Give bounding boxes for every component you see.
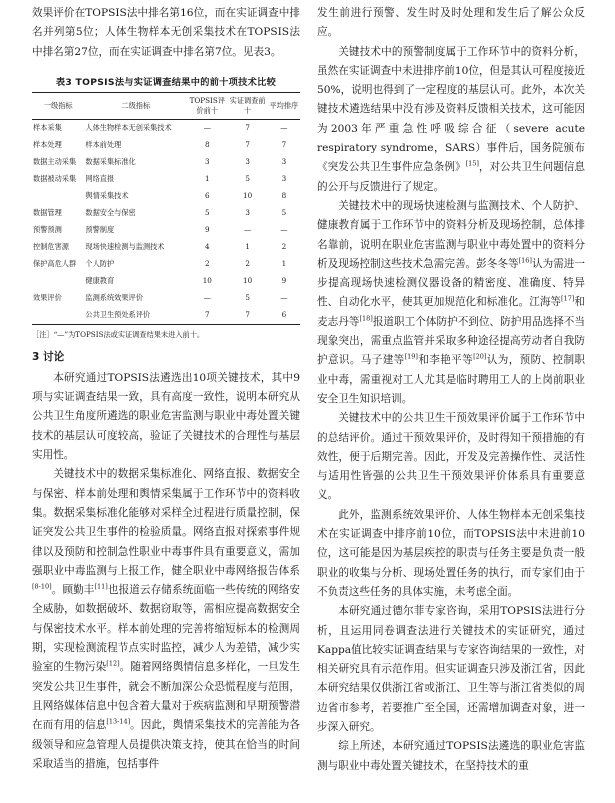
- table-row: [32, 307, 300, 325]
- cell-survey: 10: [243, 190, 253, 200]
- table-body: [32, 119, 300, 324]
- header-average: 平均排序: [268, 92, 300, 119]
- cell-level2: 数据安全与保密: [85, 207, 136, 217]
- cell-topsis: 7: [187, 307, 227, 325]
- cell-topsis: 3: [205, 156, 210, 166]
- cell-average: 5: [281, 207, 287, 217]
- table-row: [32, 154, 300, 171]
- cell-level2: 个人防护: [85, 258, 115, 268]
- header-level1: 一级指标: [32, 92, 84, 119]
- text-span: 也报道云存储系统面临一些传统的网络安全威胁，如数据破坏、数据窃取等，需相应提高数据安全与保密技术水平。样本前处理的完善将缩短标本的检测周期，实现检测流程节点实时监控，减少人为差错，减少实验室的生物污染: [32, 584, 301, 674]
- text-span: 认为，预防、控制职业中毒，需重视对工人尤其是临时聘用工人的上岗前职业安全卫生知识培训。: [317, 354, 586, 405]
- table-title: 表3 TOPSIS法与实证调查结果中的前十项技术比较: [55, 76, 277, 88]
- cell-average: —: [280, 122, 288, 132]
- table-row: [32, 119, 300, 137]
- cell-level1: 样本处理: [33, 139, 62, 149]
- citation: [20]: [473, 352, 487, 361]
- citation: [13-14]: [106, 717, 131, 726]
- text-span: 关键技术中的现场快速检测与监测技术、个人防护、健康教育属于工作环节中的资料分析及现场控制，总体排名靠前，说明在职业危害监测与职业中毒处置中的资料分析及现场控制这些技术急需完善。彭冬冬等: [317, 199, 585, 270]
- cell-survey: 3: [245, 207, 250, 217]
- table-row: [32, 171, 300, 188]
- text-span: 关键技术中的数据采集标准化、网络直报、数据安全与保密、样本前处理和舆情采集属于工作环节中的资料收集。数据采集标准化能够对采样全过程进行质量控制，保证突发公共卫生事件的检验质量。网络直报对探索事件规律以及预防和控制急性职业中毒事件具有重要意义，需加强职业中毒监测与上报工作，健全职业中毒网络报告体系: [32, 468, 300, 577]
- text-span: 认为需进一步提高现场快速检测仪器设备的精密度、准确度、特异性、自动化水平，使其更加规范化和标准化。江海等: [317, 257, 586, 309]
- cell-survey: 10: [243, 275, 253, 285]
- text-span: ，对公共卫生问题信息的公开与反馈进行了规定。: [317, 161, 586, 193]
- text-span: 。随着网络舆情信息多样化，一旦发生突发公共卫生事件，就会不断加深公众恐慌程度与范围，且网络媒体信息中包含着大量对于疾病监测和早期预警潜在而有用的信息: [32, 661, 301, 732]
- body-paragraph: 本研究通过TOPSIS法遴选出10项关键技术，其中9项与实证调查结果一致，具有高度一致性，说明本研究从公共卫生角度所遴选的职业危害监测与职业中毒处置关键技术的基层认可度较高，验证了关键技术的合理性与基层实用性。: [32, 371, 300, 462]
- cell-topsis: —: [203, 292, 211, 302]
- body-paragraph: 综上所述，本研究通过TOPSIS法遴选的职业危害监测与职业中毒处置关键技术，在坚持技术的重: [317, 740, 585, 772]
- cell-level2: 数据采集标准化: [85, 156, 136, 166]
- table-row: [32, 222, 300, 239]
- cell-survey: —: [244, 224, 252, 234]
- cell-survey: 1: [245, 241, 250, 251]
- cell-level1: 数据主动采集: [33, 156, 77, 166]
- cell-level2: 公共卫生预处系评价: [84, 307, 187, 325]
- cell-level2: 现场快速检测与监测技术: [85, 241, 165, 251]
- citation: [11]: [94, 582, 108, 591]
- text-span: 和麦志丹等: [317, 296, 586, 328]
- comparison-table: [32, 92, 300, 325]
- text-span: 报道职工个体防护不到位、防护用品选择不当现象突出，需重点监管并采取多种途径提高劳动者自我防护意识。马子建等: [317, 315, 586, 367]
- table-header-row: [32, 92, 300, 119]
- citation: [19]: [404, 352, 418, 361]
- cell-average: 6: [268, 307, 300, 325]
- cell-level1: [32, 188, 84, 205]
- cell-topsis: 4: [205, 241, 210, 251]
- cell-level2: 健康教育: [85, 275, 115, 285]
- table-row: [32, 137, 300, 154]
- cell-topsis: 10: [202, 275, 212, 285]
- table-row: [32, 205, 300, 222]
- cell-level2: 预警制度: [85, 224, 115, 234]
- body-paragraph: [32, 465, 300, 774]
- cell-level1: 样本采集: [33, 122, 62, 132]
- cell-level1: 数据被动采集: [33, 173, 77, 183]
- body-paragraph: 本研究通过德尔菲专家咨询，采用TOPSIS法进行分析，且运用同卷调查法进行关键技术的实证研究，通过Kappa值比较实证调查结果与专家咨询结果的一致性，对相关研究具有示范作用。但实证调查只涉及浙江省，因此本研究结果仅供浙江省或浙江、卫生等与浙江省类似的周边省市参考，若要推广至全国，还需增加调查对象，进一步深入研究。: [317, 605, 585, 733]
- cell-level2: 监测系统效果评价: [85, 292, 143, 302]
- cell-topsis: 8: [205, 139, 210, 149]
- cell-level2: 样本前处理: [85, 139, 122, 149]
- cell-average: 3: [281, 156, 287, 166]
- citation: [12]: [106, 659, 120, 668]
- citation: [16]: [518, 256, 532, 265]
- cell-average: 1: [281, 258, 287, 268]
- left-column: [32, 4, 300, 774]
- cell-average: 7: [281, 139, 287, 149]
- cell-level1: 数据管理: [33, 207, 62, 217]
- citation: [17]: [561, 294, 575, 303]
- table-note: ［注］“—”为TOPSIS法或实证调查结果未进入前十。: [32, 329, 205, 339]
- cell-level1: 预警预测: [33, 224, 62, 234]
- cell-average: 8: [281, 190, 287, 200]
- table-row: [32, 273, 300, 290]
- table-row: [32, 239, 300, 256]
- cell-level1: 效果评价: [33, 292, 62, 302]
- body-paragraph: 发生前进行预警、发生时及时处理和发生后了解公众反应。: [317, 7, 585, 39]
- text-span: 和李艳平等: [417, 354, 474, 367]
- cell-level2: 网络直报: [85, 173, 115, 183]
- table-row: [32, 256, 300, 273]
- body-paragraph: [317, 197, 585, 409]
- header-topsis: TOPSIS评价前十: [187, 92, 227, 119]
- body-paragraph: [317, 43, 585, 197]
- cell-survey: 7: [227, 307, 267, 325]
- cell-average: 9: [281, 275, 287, 285]
- cell-level1: [32, 273, 84, 290]
- cell-topsis: 9: [205, 224, 210, 234]
- cell-topsis: 5: [205, 207, 210, 217]
- cell-level1: 保护高危人群: [33, 258, 77, 268]
- text-span: 。因此，舆情采集技术的完善能为各级领导和应急管理人员提供决策支持，使其在恰当的时间采取适当的措施，包括事件: [32, 719, 301, 770]
- cell-topsis: 1: [205, 173, 210, 183]
- right-column: [317, 4, 585, 776]
- text-span: 关键技术中的预警制度属于工作环节中的资料分析，虽然在实证调查中未进排序前10位，但是其认可程度接近50%，说明也得到了一定程度的基层认可。此外，本次关键技术遴选结果中没有涉及资料反馈相关技术，这可能因为2003年严重急性呼吸综合征（severe acute respiratory syndrome，SARS）事件后，国务院颁布《突发公共卫生事件应急条例》: [317, 45, 585, 174]
- header-level2: 二级指标: [84, 92, 187, 119]
- cell-average: 2: [281, 241, 287, 251]
- table-row: [32, 188, 300, 205]
- section-heading: 3 讨论: [32, 350, 65, 363]
- citation: [18]: [359, 314, 373, 323]
- cell-survey: 2: [245, 258, 250, 268]
- cell-average: —: [280, 224, 288, 234]
- cell-survey: 7: [245, 139, 250, 149]
- cell-level1: 控制危害源: [33, 241, 69, 251]
- cell-survey: 5: [245, 292, 250, 302]
- cell-topsis: —: [203, 122, 211, 132]
- cell-topsis: 2: [205, 258, 210, 268]
- text-span: 。顾勤丰: [51, 584, 95, 597]
- cell-level2: 舆情采集技术: [85, 190, 129, 200]
- cell-survey: 7: [245, 122, 250, 132]
- citation: [15]: [465, 159, 479, 168]
- cell-survey: 5: [245, 173, 250, 183]
- cell-level2: 人体生物样本无创采集技术: [85, 122, 172, 132]
- citation: [8-10]: [32, 582, 52, 591]
- body-paragraph: 关键技术中的公共卫生干预效果评价属于工作环节中的总结评价。通过干预效果评价，及时得知干预措施的有效性，便于后期完善。因此，开发及完善操作性、灵活性与适用性皆强的公共卫生干预效果评价体系具有重要意义。: [317, 412, 585, 502]
- cell-topsis: 6: [205, 190, 210, 200]
- cell-level1: [32, 307, 84, 325]
- table-row: [32, 290, 300, 307]
- header-survey: 实证调查前十: [227, 92, 267, 119]
- cell-average: —: [280, 292, 288, 302]
- cell-average: 3: [281, 173, 287, 183]
- intro-paragraph: 效果评价在TOPSIS法中排名第16位，而在实证调查中排名并列第5位；人体生物样本无创采集技术在TOPSIS法中排名第27位，而在实证调查中排名第7位。见表3。: [32, 7, 300, 58]
- cell-survey: 3: [245, 156, 250, 166]
- body-paragraph: 此外，监测系统效果评价、人体生物样本无创采集技术在实证调查中排序前10位，而TOPSIS法中未进前10位，这可能是因为基层疾控的职责与任务主要是负责一般职业的收集与分析、现场处置任务的执行，而专家们由于不负责这些任务的具体实施，未考虑全面。: [317, 508, 585, 598]
